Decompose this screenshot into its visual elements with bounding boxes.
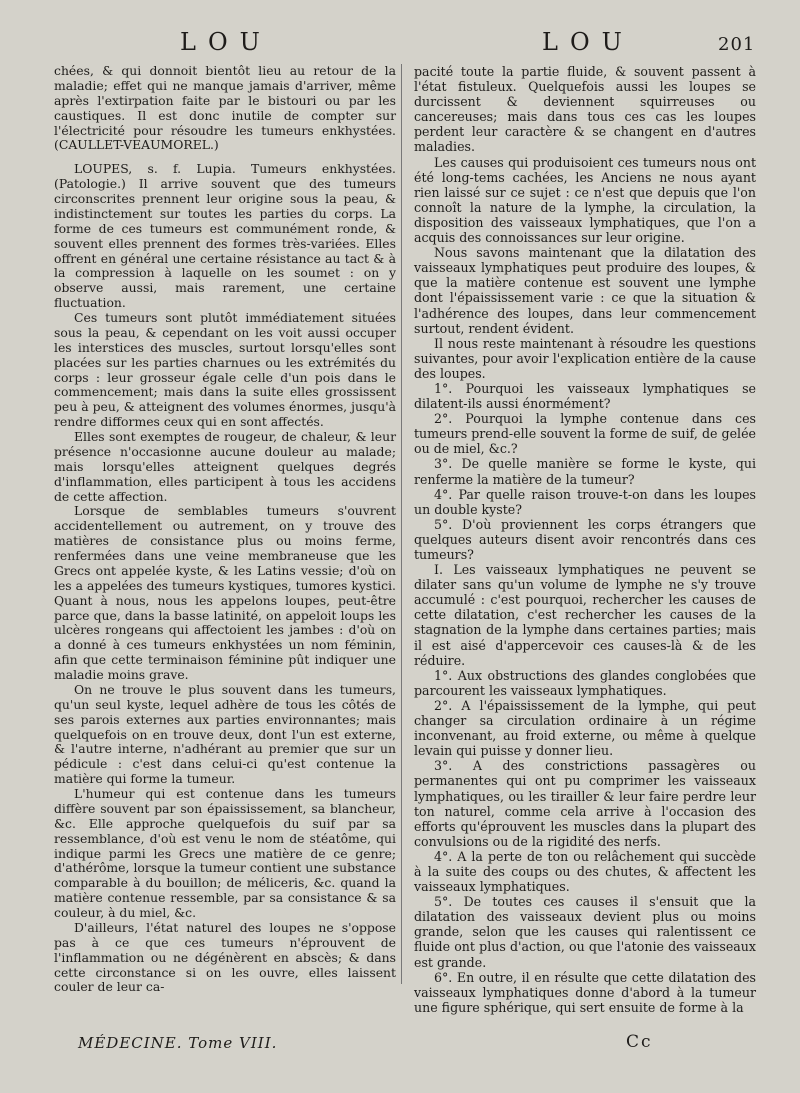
paragraph: Nous savons maintenant que la dilatation des vaisseaux lymphatiques peut produire des loupes, & que la matière contenue est souvent une lymphe dont l'épaississement varie : ce que la situation & l'adhérence des loupes, dans leur commencement surtout, rendent évident. (414, 245, 756, 336)
list-item: 5°. De toutes ces causes il s'ensuit que la dilatation des vaisseaux devient plus ou moins grande, selon que les causes qui ralentissent ce fluide ont plus d'action, ou que l'atonie des vaisseaux est grande. (414, 894, 756, 970)
paragraph: Elles sont exemptes de rougeur, de chaleur, & leur présence n'occasionne aucune douleur au malade; mais lorsqu'elles atteignent quelques degrés d'inflammation, elles participent à tous les accidens de cette affection. (54, 429, 396, 504)
signature-mark: Cc (626, 1032, 653, 1052)
paragraph: D'ailleurs, l'état naturel des loupes ne s'oppose pas à ce que ces tumeurs n'éprouvent de l'inflammation ou ne dégénèrent en abscès; & dans cette circonstance si on les ouvre, elles laissent couler de leur ca- (54, 919, 396, 995)
page-number: 201 (718, 34, 756, 55)
right-column (414, 64, 756, 1015)
question-item: 5°. D'où proviennent les corps étrangers que quelques auteurs disent avoir rencontrés dans ces tumeurs? (414, 516, 756, 562)
list-item: 4°. A la perte de ton ou relâchement qui succède à la suite des coups ou des chutes, & affectent les vaisseaux lymphatiques. (414, 848, 756, 895)
paragraph: On ne trouve le plus souvent dans les tumeurs, qu'un seul kyste, lequel adhère de tous les côtés de ses parois externes aux parties environnantes; mais quelquefois on en trouve deux, dont l'un est externe, & l'autre interne, n'adhérant au premier que sur un pédicule : c'est dans celui-ci qu'est contenue la matière qui forme la tumeur. (54, 681, 396, 787)
question-item: 3°. De quelle manière se forme le kyste, qui renferme la matière de la tumeur? (414, 456, 756, 487)
question-item: 4°. Par quelle raison trouve-t-on dans les loupes un double kyste? (414, 486, 756, 517)
question-item: 2°. Pourquoi la lymphe contenue dans ces tumeurs prend-elle souvent la forme de suif, de gelée ou de miel, &c.? (414, 411, 756, 457)
paragraph: Lorsque de semblables tumeurs s'ouvrent accidentellement ou autrement, on y trouve des matières de consistance plus ou moins ferme, renfermées dans une veine membraneuse que les Grecs ont appelée kyste, & les Latins vessie; d'où on les a appelées des tumeurs kystiques, tumores kystici. Quant à nous, nous les appelons loupes, peut-être parce que, dans la basse latinité, on appeloit loups les ulcères rongeans qui affectoient les jambes : d'où on a donné à ces tumeurs enkhystées un nom féminin, afin que cette terminaison féminine pût indiquer une maladie moins grave. (54, 503, 396, 682)
list-item: 2°. A l'épaississement de la lymphe, qui peut changer sa circulation ordinaire à un régime inconvenant, au froid externe, ou même à quelque levain qui puisse y donner lieu. (414, 697, 756, 759)
paragraph: Les causes qui produisoient ces tumeurs nous ont été long-tems cachées, les Anciens ne nous ayant rien laissé sur ce sujet : ce n'est que depuis que l'on connoît la nature de la lymphe, la circulation, la disposition des vaisseaux lymphatiques, que l'on a acquis des connoissances sur leur origine. (414, 154, 756, 246)
footer-title: MÉDECINE. Tome VIII. (78, 1034, 278, 1052)
paragraph: Il nous reste maintenant à résoudre les questions suivantes, pour avoir l'explication entière de la cause des loupes. (414, 335, 756, 381)
question-item: 1°. Pourquoi les vaisseaux lymphatiques se dilatent-ils aussi énormément? (414, 380, 756, 412)
paragraph: L'humeur qui est contenue dans les tumeurs diffère souvent par son épaississement, sa blancheur, &c. Elle approche quelquefois du suif par sa ressemblance, d'où est venu le nom de stéatôme, qui indique parmi les Grecs une matière de ce genre; d'athérôme, lorsque la tumeur contient une substance comparable à du bouillon; de méliceris, &c. quand la matière contenue ressemble, par sa consistance & sa couleur, à du miel, &c. (54, 786, 396, 920)
paragraph: chées, & qui donnoit bientôt lieu au retour de la maladie; effet qui ne manque jamais d'arriver, même après l'extirpation faite par le bistouri ou par les caustiques. Il est donc inutile de compter sur l'électricité pour résoudre les tumeurs enkhystées. (CAULLET-VEAUMOREL.) (54, 63, 396, 153)
column-divider (401, 64, 402, 984)
running-head-right: LOU (542, 28, 634, 56)
list-item: 3°. A des constrictions passagères ou permanentes qui ont pu comprimer les vaisseaux lymphatiques, ou les tirailler & leur faire perdre leur ton naturel, comme cela arrive à l'occasion des efforts qu'éprouvent les muscles dans la plupart des convulsions ou de la rigidité des nerfs. (414, 758, 756, 849)
entry-heading-paragraph: LOUPES, s. f. Lupia. Tumeurs enkhystées. (Patologie.) Il arrive souvent que des tumeurs circonscrites prennent leur origine sous la peau, & indistinctement sur toutes les parties du corps. La forme de ces tumeurs est communément ronde, & souvent elles prennent des formes très-variées. Elles offrent en général une certaine résistance au tact & à la compression à laquelle on les soumet : on y observe aussi, mais rarement, une certaine fluctuation. (54, 161, 396, 311)
list-item: 1°. Aux obstructions des glandes conglobées que parcourent les vaisseaux lymphatiques. (414, 667, 756, 698)
left-column (54, 64, 396, 995)
running-head-left: LOU (180, 28, 272, 56)
paragraph: I. Les vaisseaux lymphatiques ne peuvent se dilater sans qu'un volume de lymphe ne s'y trouve accumulé : c'est pourquoi, rechercher les causes de cette dilatation, c'est rechercher les causes de la stagnation de la lymphe dans certaines parties; mais il est aisé d'appercevoir ces causes-là & de les réduire. (414, 562, 756, 668)
list-item: 6°. En outre, il en résulte que cette dilatation des vaisseaux lymphatiques donne d'abord à la tumeur une figure sphérique, qui sert ensuite de forme à la (414, 969, 756, 1015)
paragraph: Ces tumeurs sont plutôt immédiatement situées sous la peau, & cependant on les voit aussi occuper les interstices des muscles, surtout lorsqu'elles sont placées sur les parties charnues ou les extrémités du corps : leur grosseur égale celle d'un pois dans le commencement; mais dans la suite elles grossissent peu à peu, & atteignent des volumes énormes, jusqu'à rendre difformes ceux qui en sont affectés. (54, 310, 396, 430)
paragraph: pacité toute la partie fluide, & souvent passent à l'état fistuleux. Quelquefois aussi les loupes se durcissent & deviennent squirreuses ou cancereuses; mais dans tous ces cas les loupes perdent leur caractère & se changent en d'autres maladies. (414, 64, 756, 155)
